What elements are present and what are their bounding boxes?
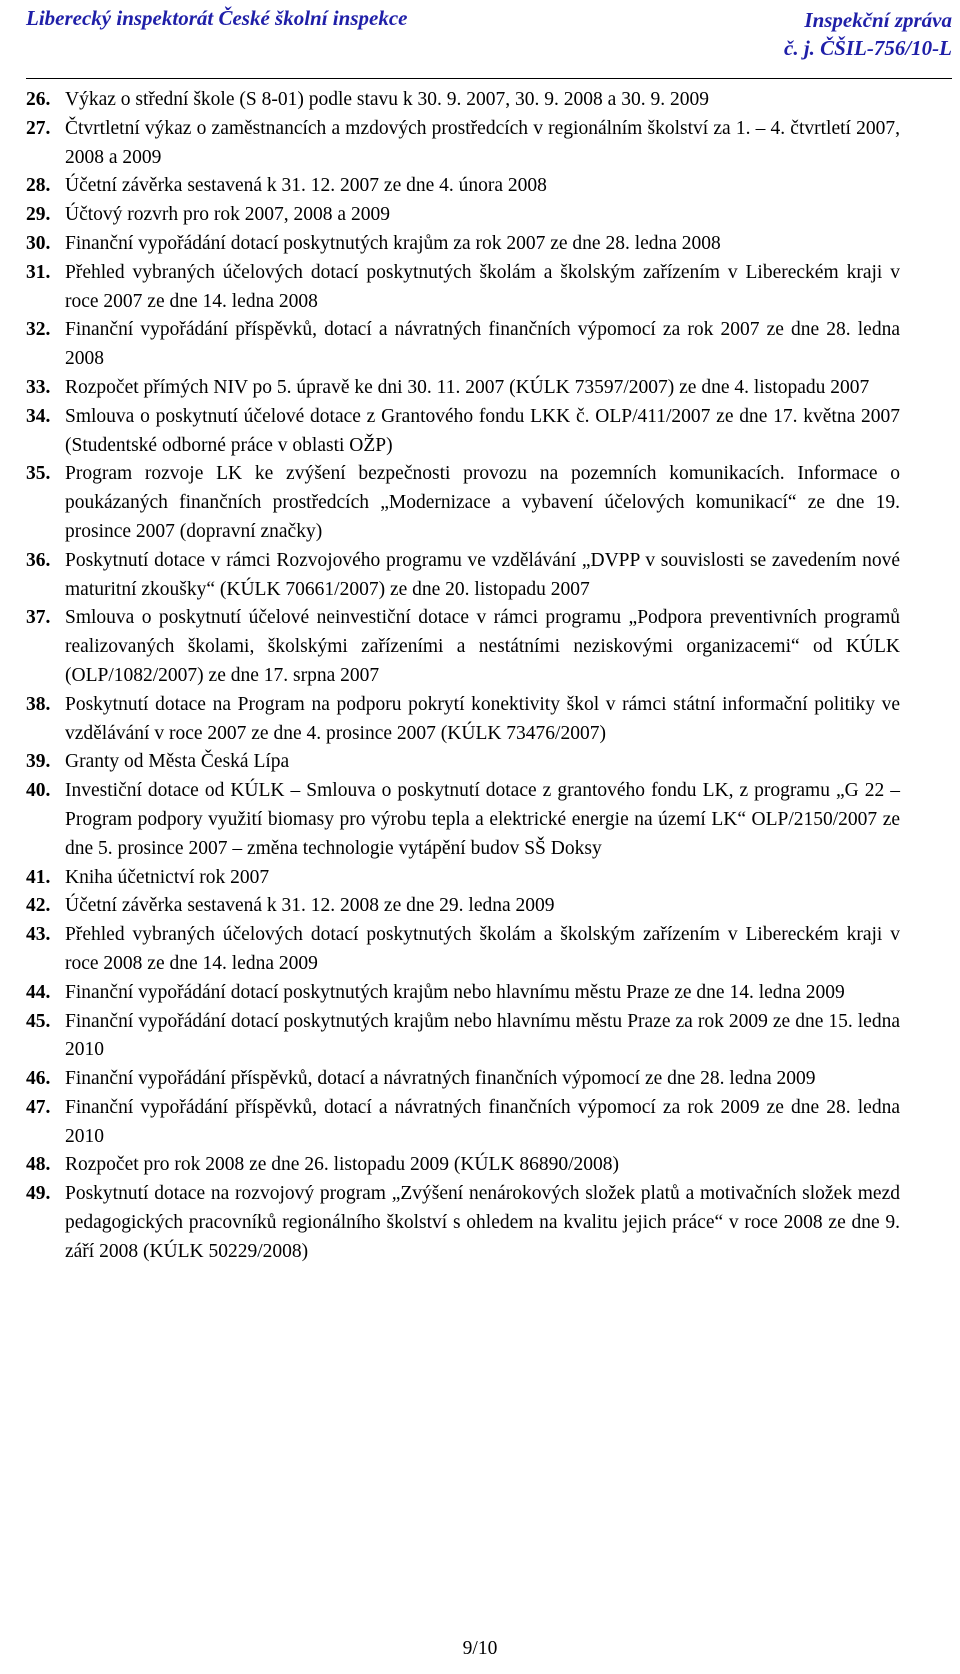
list-item: [26, 1151, 900, 1180]
item-text: Investiční dotace od KÚLK – Smlouva o poskytnutí dotace z grantového fondu LK, z programu „G 22 – Program podpory využití biomasy pro výrobu tepla a elektrické energie na území LK“ OLP/2150/2007 ze dne 5. prosince 2007 – změna technologie vytápění budov SŠ Doksy: [65, 780, 900, 859]
item-text: Finanční vypořádání dotací poskytnutých krajům nebo hlavnímu městu Praze ze dne 14. ledna 2009: [65, 981, 845, 1003]
list-item: [26, 864, 900, 893]
item-text: Smlouva o poskytnutí účelové neinvestiční dotace v rámci programu „Podpora preventivních programů realizovaných školami, školskými zařízeními a nestátními neziskovými organizacemi“ od KÚLK (OLP/1082/2007) ze dne 17. srpna 2007: [65, 607, 900, 686]
item-number: 27.: [26, 117, 51, 139]
list-item: [26, 979, 900, 1008]
item-number: 33.: [26, 376, 51, 398]
inspectorate-title: Liberecký inspektorát České školní inspekce: [26, 6, 408, 30]
list-item: [26, 115, 900, 173]
list-item: [26, 1180, 900, 1266]
item-text: Poskytnutí dotace v rámci Rozvojového programu ve vzdělávání „DVPP v souvislosti se zavedením nové maturitní zkoušky“ (KÚLK 70661/2007) ze dne 20. listopadu 2007: [65, 549, 900, 600]
list-item: [26, 86, 900, 115]
list-item: [26, 230, 900, 259]
list-item: [26, 201, 900, 230]
list-item: [26, 460, 900, 546]
item-number: 38.: [26, 693, 51, 715]
item-text: Poskytnutí dotace na rozvojový program „Zvýšení nenárokových složek platů a motivačních složek mezd pedagogických pracovníků regionálního školství s ohledem na kvalitu jejich práce“ v roce 2008 ze dne 9. září 2008 (KÚLK 50229/2008): [65, 1183, 900, 1262]
list-item: [26, 172, 900, 201]
report-title: Inspekční zpráva: [804, 8, 952, 32]
item-number: 35.: [26, 463, 51, 485]
list-item: [26, 777, 900, 863]
item-number: 43.: [26, 924, 51, 946]
reference-number: č. j. ČŠIL-756/10-L: [784, 36, 952, 60]
list-item: [26, 921, 900, 979]
item-number: 44.: [26, 981, 51, 1003]
item-number: 26.: [26, 89, 51, 110]
item-text: Účetní závěrka sestavená k 31. 12. 2008 ze dne 29. ledna 2009: [65, 895, 555, 917]
item-number: 28.: [26, 175, 51, 197]
list-item: [26, 1094, 900, 1152]
item-text: Přehled vybraných účelových dotací poskytnutých školám a školským zařízením v Libereckém kraji v roce 2007 ze dne 14. ledna 2008: [65, 261, 900, 312]
item-number: 30.: [26, 232, 51, 254]
item-number: 41.: [26, 866, 51, 888]
item-number: 46.: [26, 1068, 51, 1090]
list-item: [26, 403, 900, 461]
item-text: Granty od Města Česká Lípa: [65, 751, 290, 773]
list-item: [26, 316, 900, 374]
item-text: Účetní závěrka sestavená k 31. 12. 2007 ze dne 4. února 2008: [65, 175, 547, 197]
item-number: 39.: [26, 751, 51, 773]
item-text: Poskytnutí dotace na Program na podporu pokrytí konektivity škol v rámci státní informační politiky ve vzdělávání v roce 2007 ze dne 4. prosince 2007 (KÚLK 73476/2007): [65, 693, 900, 744]
item-number: 49.: [26, 1183, 51, 1205]
page-header: [26, 4, 952, 79]
item-number: 40.: [26, 780, 51, 802]
item-text: Finanční vypořádání příspěvků, dotací a návratných finančních výpomocí za rok 2009 ze dne 28. ledna 2010: [65, 1096, 900, 1147]
item-number: 42.: [26, 895, 51, 917]
list-item: [26, 604, 900, 690]
list-item: [26, 1008, 900, 1066]
report-heading: [784, 6, 952, 62]
item-number: 48.: [26, 1154, 51, 1176]
item-text: Finanční vypořádání dotací poskytnutých krajům za rok 2007 ze dne 28. ledna 2008: [65, 232, 721, 254]
item-number: 47.: [26, 1096, 51, 1118]
item-text: Přehled vybraných účelových dotací poskytnutých školám a školským zařízením v Libereckém kraji v roce 2008 ze dne 14. ledna 2009: [65, 924, 900, 974]
item-number: 29.: [26, 204, 51, 226]
item-text: Program rozvoje LK ke zvýšení bezpečnosti provozu na pozemních komunikacích. Informace o poukázaných finančních prostředcích „Modernizace a vybavení účelových komunikací“ ze dne 19. prosince 2007 (dopravní značky): [65, 463, 900, 542]
item-number: 31.: [26, 261, 51, 283]
item-number: 36.: [26, 549, 51, 571]
list-item: [26, 892, 900, 921]
item-text: Výkaz o střední škole (S 8-01) podle stavu k 30. 9. 2007, 30. 9. 2008 a 30. 9. 2009: [65, 89, 709, 110]
item-text: Čtvrtletní výkaz o zaměstnancích a mzdových prostředcích v regionálním školství za 1. – 4. čtvrtletí 2007, 2008 a 2009: [65, 117, 900, 168]
document-list: [26, 86, 900, 1267]
item-text: Kniha účetnictví rok 2007: [65, 866, 270, 888]
list-item: [26, 691, 900, 749]
page-number: 9/10: [462, 1638, 498, 1659]
list-item: [26, 547, 900, 605]
item-number: 34.: [26, 405, 51, 427]
item-text: Finanční vypořádání dotací poskytnutých krajům nebo hlavnímu městu Praze za rok 2009 ze dne 15. ledna 2010: [65, 1010, 900, 1061]
item-number: 37.: [26, 607, 51, 629]
list-item: [26, 748, 900, 777]
list-item: [26, 259, 900, 317]
item-text: Rozpočet přímých NIV po 5. úpravě ke dni 30. 11. 2007 (KÚLK 73597/2007) ze dne 4. listopadu 2007: [65, 376, 870, 398]
list-item: [26, 1065, 900, 1094]
item-text: Smlouva o poskytnutí účelové dotace z Grantového fondu LKK č. OLP/411/2007 ze dne 17. května 2007 (Studentské odborné práce v oblasti OŽP): [65, 405, 900, 456]
item-text: Účtový rozvrh pro rok 2007, 2008 a 2009: [65, 204, 390, 226]
list-item: [26, 374, 900, 403]
item-text: Finanční vypořádání příspěvků, dotací a návratných finančních výpomocí ze dne 28. ledna 2009: [65, 1068, 816, 1090]
item-text: Finanční vypořádání příspěvků, dotací a návratných finančních výpomocí za rok 2007 ze dne 28. ledna 2008: [65, 319, 900, 370]
item-number: 32.: [26, 319, 51, 341]
item-number: 45.: [26, 1010, 51, 1032]
item-text: Rozpočet pro rok 2008 ze dne 26. listopadu 2009 (KÚLK 86890/2008): [65, 1154, 620, 1176]
